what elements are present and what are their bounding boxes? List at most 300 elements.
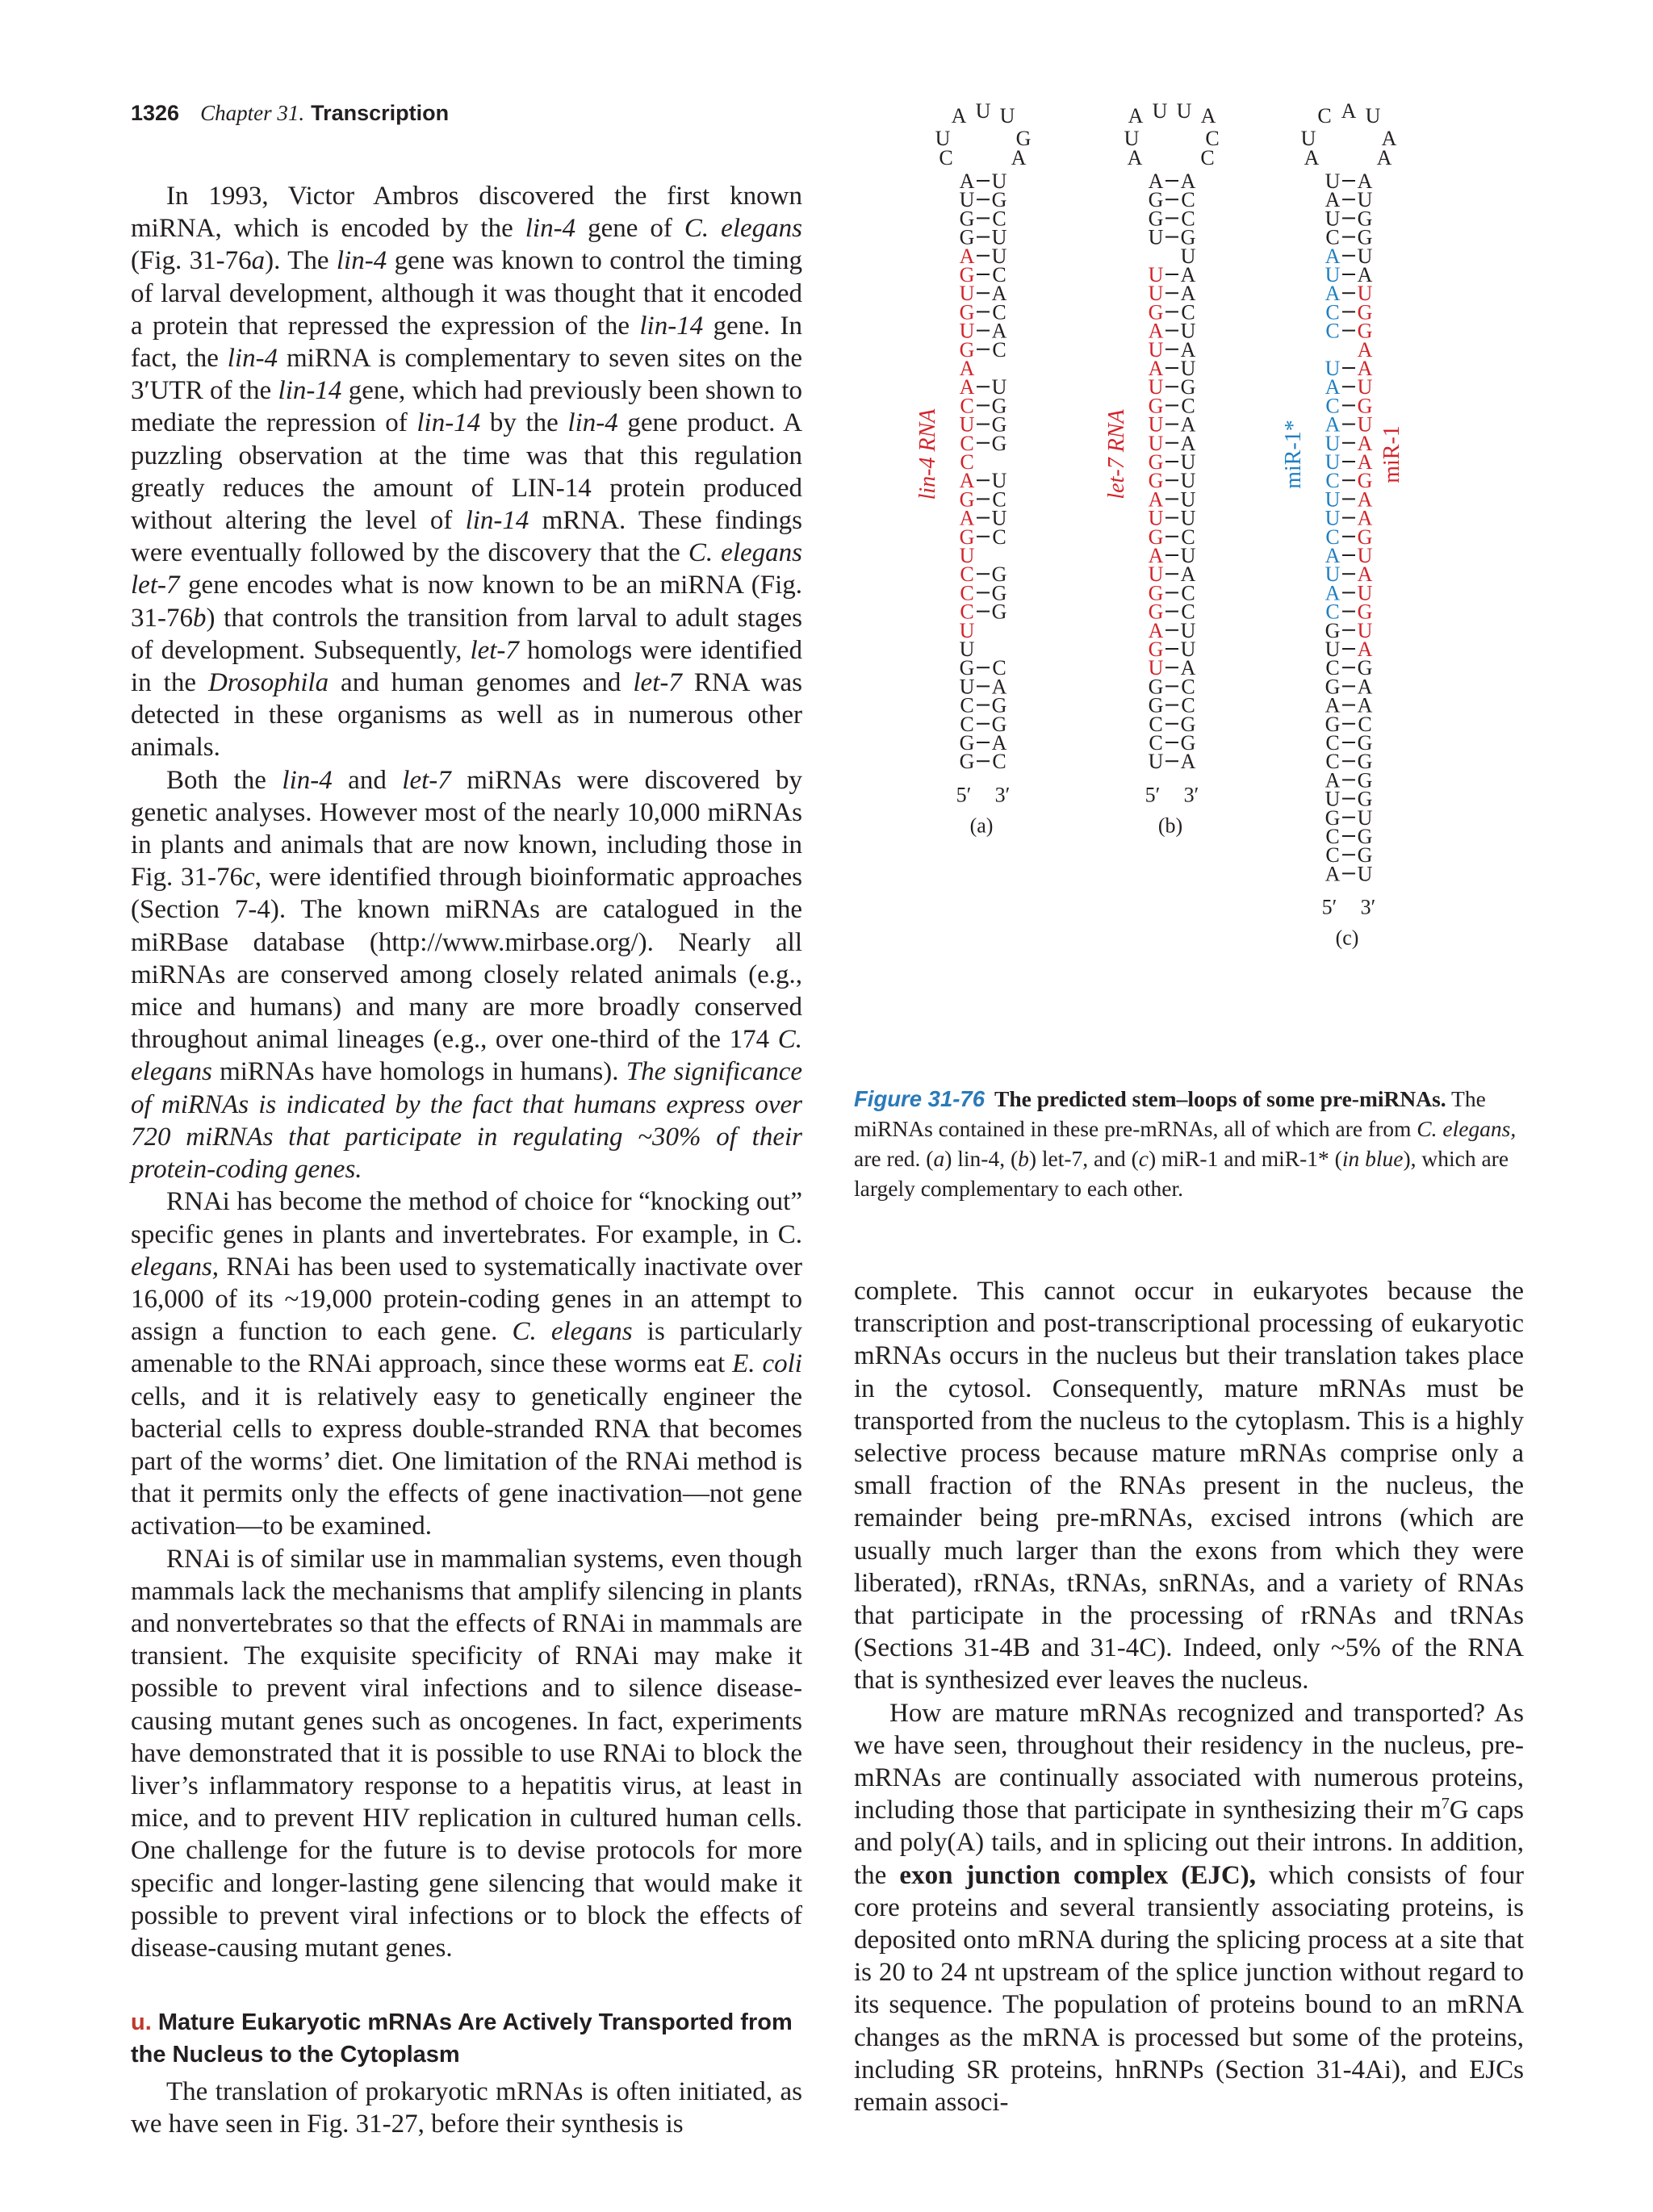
text-run: is particularly amenable to the RNAi approach, since these worms eat (131, 1317, 802, 1379)
loop-nucleotide: U (1124, 127, 1140, 150)
nucleotide-5prime-strand: C (960, 394, 974, 418)
nucleotide-3prime-strand: C (1181, 188, 1195, 212)
nucleotide-5prime-strand: A (1148, 357, 1164, 380)
nucleotide-5prime-strand: C (1325, 731, 1340, 755)
side-label-mirna: miR-1* (1281, 420, 1306, 489)
loop-nucleotide: A (951, 104, 967, 128)
text-run: In 1993, Victor Ambros discovered the first known miRNA, which is encoded by the (131, 182, 802, 244)
nucleotide-5prime-strand: U (1148, 750, 1164, 774)
nucleotide-5prime-strand: U (1324, 506, 1341, 530)
text-run: let-7 (633, 668, 682, 698)
nucleotide-3prime-strand: A (1357, 638, 1373, 661)
nucleotide-3prime-strand: U (1180, 319, 1196, 343)
text-run: and human genomes and (329, 668, 634, 698)
text-run: by the (480, 408, 568, 438)
text-run: a (251, 246, 266, 276)
nucleotide-3prime-strand: U (991, 244, 1007, 268)
right-column (854, 1275, 1524, 2118)
nucleotide-5prime-strand: C (1325, 469, 1340, 493)
nucleotide-3prime-strand: C (1358, 712, 1372, 736)
nucleotide-3prime-strand: U (1180, 618, 1196, 642)
nucleotide-5prime-strand: U (1148, 431, 1164, 455)
text-run: miRNAs have homologs in humans). (211, 1057, 626, 1087)
nucleotide-3prime-strand: G (1180, 375, 1196, 399)
nucleotide-3prime-strand: C (992, 487, 1006, 512)
nucleotide-5prime-strand: U (959, 544, 975, 567)
text-run: are red. ( (854, 1146, 934, 1171)
loop-nucleotide: U (935, 127, 951, 150)
nucleotide-3prime-strand: G (1180, 731, 1196, 755)
paragraph (131, 764, 802, 1186)
nucleotide-5prime-strand: U (1324, 787, 1341, 811)
text-run: Both the (166, 765, 282, 795)
text-run: , were identified through bioinformatic approaches (Section 7-4). The known miRNAs are catalogued in the miRBase database (http://www.mirbase.org/). Nearly all miRNAs are conserved among closely related animals (e.g., mice and humans) and many are more broadly conserved throughout animal lineages (e.g., over one-third of the 174 (131, 863, 803, 1055)
nucleotide-3prime-strand: C (992, 656, 1006, 680)
text-run: (Fig. 31-76 (131, 246, 252, 276)
text-run: let-7 (470, 635, 519, 665)
text-run: C. elegans let-7 (131, 538, 802, 600)
nucleotide-5prime-strand: U (1148, 282, 1164, 306)
nucleotide-5prime-strand: G (1148, 525, 1164, 549)
nucleotide-5prime-strand: A (959, 469, 975, 493)
loop-nucleotide: C (1205, 127, 1220, 150)
nucleotide-3prime-strand: A (1180, 656, 1196, 680)
paragraph (131, 2076, 802, 2140)
text-run: ), which are largely complementary to each other. (854, 1146, 1509, 1201)
side-label-mirna: lin-4 RNA (915, 408, 940, 500)
text-run: G caps and poly(A) tails, and in splicing out their introns. In addition, the (854, 1796, 1524, 1890)
text-run: b (1018, 1146, 1029, 1171)
text-run: C. elegans, (1417, 1116, 1517, 1141)
nucleotide-3prime-strand: G (1357, 656, 1373, 680)
three-prime-end: 3′ (1360, 895, 1376, 919)
nucleotide-3prime-strand: A (991, 731, 1007, 755)
nucleotide-3prime-strand: A (1180, 263, 1196, 286)
nucleotide-5prime-strand: A (1148, 319, 1164, 343)
nucleotide-5prime-strand: A (959, 169, 975, 193)
nucleotide-3prime-strand: C (1181, 300, 1195, 324)
nucleotide-3prime-strand: C (992, 525, 1006, 549)
text-run: RNAi has been used to systematically inactivate over 16,000 of its ~19,000 protein-coding genes in an attempt to assign a function to each gene. (131, 1252, 802, 1347)
nucleotide-5prime-strand: G (1148, 300, 1164, 324)
nucleotide-5prime-strand: A (1324, 375, 1341, 399)
nucleotide-5prime-strand: G (1324, 805, 1341, 830)
figure-title: The predicted stem–loops of some pre-miRNAs. (994, 1086, 1446, 1111)
nucleotide-3prime-strand: A (1357, 693, 1373, 717)
nucleotide-3prime-strand: G (1357, 750, 1373, 774)
nucleotide-3prime-strand: U (1357, 805, 1373, 830)
nucleotide-3prime-strand: G (1357, 394, 1373, 418)
nucleotide-3prime-strand: G (1357, 207, 1373, 231)
paragraph (854, 1275, 1524, 1697)
side-label-mirna-right: miR-1 (1379, 425, 1404, 483)
nucleotide-5prime-strand: G (1148, 600, 1164, 624)
text-run: lin-14 (639, 311, 704, 341)
text-run: gene was known to control the timing of larval development, although it was thought that it encoded a protein that repressed the expression of the (131, 246, 803, 341)
text-run: mRNA. These findings were eventually followed by the discovery that the (131, 506, 802, 568)
paragraph (131, 180, 802, 764)
side-label-mirna: let-7 RNA (1104, 409, 1129, 500)
nucleotide-5prime-strand: A (1324, 544, 1341, 567)
figure-caption (854, 1084, 1528, 1203)
nucleotide-3prime-strand: G (1357, 469, 1373, 493)
nucleotide-5prime-strand: A (1148, 618, 1164, 642)
nucleotide-3prime-strand: A (1357, 487, 1373, 512)
text-run: a (933, 1146, 945, 1171)
section-marker: u. (131, 2009, 152, 2036)
nucleotide-3prime-strand: U (1180, 506, 1196, 530)
text-run: The significance of miRNAs is indicated by the fact that humans express over 720 miRNAs that participate in regulating ~30% of their protein-coding genes. (131, 1057, 802, 1185)
nucleotide-5prime-strand: A (1148, 544, 1164, 567)
nucleotide-3prime-strand: U (1357, 544, 1373, 567)
loop-nucleotide: A (1381, 127, 1397, 150)
nucleotide-3prime-strand: A (1357, 357, 1373, 380)
nucleotide-5prime-strand: C (1325, 843, 1340, 868)
section-heading (131, 2006, 802, 2071)
text-run: lin-4 (525, 214, 576, 244)
three-prime-end: 3′ (1183, 783, 1199, 807)
nucleotide-3prime-strand: U (991, 506, 1007, 530)
nucleotide-3prime-strand: G (991, 412, 1007, 437)
text-run: RNAi has become the method of choice for “knocking out” specific genes in plants and invertebrates. For example, in C. (131, 1187, 802, 1249)
nucleotide-3prime-strand: G (1357, 225, 1373, 249)
nucleotide-3prime-strand: A (1357, 431, 1373, 455)
nucleotide-5prime-strand: G (1148, 469, 1164, 493)
nucleotide-5prime-strand: G (1148, 675, 1164, 699)
nucleotide-3prime-strand: C (992, 750, 1006, 774)
text-run: RNA was detected in these organisms as well as in numerous other animals. (131, 668, 802, 763)
chapter-title: Transcription (311, 101, 450, 125)
nucleotide-5prime-strand: U (1324, 263, 1341, 286)
loop-nucleotide: A (1128, 104, 1144, 128)
nucleotide-5prime-strand: U (959, 412, 975, 437)
text-run: c (1138, 1146, 1149, 1171)
nucleotide-3prime-strand: A (1357, 675, 1373, 699)
loop-nucleotide: C (1200, 146, 1215, 169)
nucleotide-3prime-strand: G (1357, 787, 1373, 811)
nucleotide-5prime-strand: U (1324, 207, 1341, 231)
loop-nucleotide: A (1341, 99, 1357, 123)
nucleotide-5prime-strand: U (1148, 562, 1164, 587)
nucleotide-5prime-strand: U (959, 675, 975, 699)
nucleotide-5prime-strand: G (1148, 450, 1164, 474)
nucleotide-3prime-strand: A (1357, 169, 1373, 193)
panel-label: (c) (1335, 926, 1359, 950)
text-run: C. elegans (512, 1317, 633, 1347)
nucleotide-5prime-strand: U (1324, 357, 1341, 380)
nucleotide-5prime-strand: A (1324, 282, 1341, 306)
nucleotide-5prime-strand: G (1148, 638, 1164, 661)
nucleotide-5prime-strand: C (960, 581, 974, 605)
nucleotide-5prime-strand: C (1325, 300, 1340, 324)
chapter-label: Chapter 31. (200, 101, 305, 125)
nucleotide-3prime-strand: A (1357, 450, 1373, 474)
nucleotide-3prime-strand: C (992, 207, 1006, 231)
text-run: lin-14 (278, 376, 342, 406)
left-column (131, 180, 802, 2141)
text-run: lin-4 (282, 765, 333, 795)
loop-nucleotide: A (1011, 146, 1027, 169)
text-run: lin-4 (227, 344, 278, 374)
nucleotide-5prime-strand: C (1325, 656, 1340, 680)
nucleotide-5prime-strand: A (1324, 693, 1341, 717)
nucleotide-3prime-strand: A (991, 675, 1007, 699)
nucleotide-5prime-strand: A (959, 375, 975, 399)
text-run: complete. This cannot occur in eukaryotes because the transcription and post-transcriptional processing of eukaryotic mRNAs occurs in the nucleus but their translation takes place in the cytosol. Consequently, mature mRNAs must be transported from the nucleus to the cytoplasm. This is a highly selective process because mature mRNAs comprise only a small fraction of the RNAs present in the nucleus, the remainder being pre-mRNAs, excised introns (which are usually much larger than the exons from which they were liberated), rRNAs, tRNAs, snRNAs, and a variety of RNAs that participate in the processing of rRNAs and tRNAs (Sections 31-4B and 31-4C). Indeed, only ~5% of the RNA that is synthesized ever leaves the nucleus. (854, 1277, 1524, 1696)
text-run: C. elegans (684, 214, 802, 244)
text-run: let-7 (402, 765, 451, 795)
loop-nucleotide: U (1365, 104, 1381, 128)
nucleotide-5prime-strand: G (1148, 207, 1164, 231)
text-run: gene, which had previously been shown to mediate the repression of (131, 376, 802, 438)
text-run: which consists of four core proteins and several transiently associating proteins, is deposited onto mRNA during the splicing process at a site that is 20 to 24 nt upstream of the splice junction without regard to its sequence. The population of proteins bound to an mRNA changes as the mRNA is processed but some of the proteins, including SR proteins, hnRNPs (Section 31-4Ai), and EJCs remain associ- (854, 1860, 1524, 2118)
nucleotide-5prime-strand: U (959, 188, 975, 212)
text-run: ). The (265, 246, 337, 276)
nucleotide-5prime-strand: C (960, 693, 974, 717)
nucleotide-5prime-strand: C (1325, 825, 1340, 848)
nucleotide-3prime-strand: C (1181, 693, 1195, 717)
nucleotide-3prime-strand: U (1357, 618, 1373, 642)
nucleotide-5prime-strand: U (1148, 656, 1164, 680)
nucleotide-5prime-strand: C (960, 562, 974, 587)
nucleotide-3prime-strand: G (991, 712, 1007, 736)
nucleotide-5prime-strand: C (1325, 750, 1340, 774)
nucleotide-3prime-strand: G (991, 431, 1007, 455)
text-run: miRNAs were discovered by genetic analyses. However most of the nearly 10,000 miRNAs in plants and animals that are now known, including those in Fig. 31-76 (131, 765, 802, 893)
loop-nucleotide: U (1300, 127, 1316, 150)
nucleotide-3prime-strand: U (1357, 188, 1373, 212)
nucleotide-3prime-strand: A (1357, 337, 1373, 362)
nucleotide-3prime-strand: G (1357, 300, 1373, 324)
nucleotide-3prime-strand: U (991, 225, 1007, 249)
loop-nucleotide: U (1176, 99, 1192, 123)
nucleotide-3prime-strand: C (1181, 525, 1195, 549)
nucleotide-3prime-strand: A (1180, 169, 1196, 193)
five-prime-end: 5′ (1321, 895, 1337, 919)
nucleotide-5prime-strand: A (959, 506, 975, 530)
nucleotide-3prime-strand: C (1181, 600, 1195, 624)
text-run: ) let-7, and ( (1028, 1146, 1139, 1171)
loop-nucleotide: C (939, 146, 953, 169)
nucleotide-3prime-strand: U (991, 169, 1007, 193)
nucleotide-3prime-strand: G (991, 562, 1007, 587)
nucleotide-5prime-strand: G (1148, 394, 1164, 418)
running-header (131, 101, 449, 126)
figure-label: Figure 31-76 (854, 1086, 986, 1111)
nucleotide-5prime-strand: C (1325, 319, 1340, 343)
nucleotide-5prime-strand: C (1325, 225, 1340, 249)
text-run: lin-4 (567, 408, 618, 438)
panel-label: (a) (969, 813, 994, 838)
nucleotide-3prime-strand: U (1180, 450, 1196, 474)
nucleotide-5prime-strand: G (1324, 675, 1341, 699)
paragraph (854, 1697, 1524, 2119)
nucleotide-3prime-strand: U (991, 469, 1007, 493)
section-title: Mature Eukaryotic mRNAs Are Actively Transported from the Nucleus to the Cytoplasm (131, 2009, 793, 2068)
nucleotide-5prime-strand: A (959, 244, 975, 268)
nucleotide-5prime-strand: G (959, 337, 975, 362)
nucleotide-3prime-strand: G (991, 600, 1007, 624)
text-run: Drosophila (207, 668, 329, 698)
nucleotide-5prime-strand: C (960, 600, 974, 624)
text-run: gene. In fact, the (131, 311, 802, 374)
nucleotide-3prime-strand: A (991, 282, 1007, 306)
nucleotide-3prime-strand: G (1357, 768, 1373, 792)
nucleotide-5prime-strand: C (1325, 600, 1340, 624)
loop-nucleotide: U (1152, 99, 1168, 123)
text-run: lin-14 (416, 408, 481, 438)
nucleotide-3prime-strand: U (1357, 375, 1373, 399)
nucleotide-5prime-strand: G (959, 750, 975, 774)
text-run: cells, and it is relatively easy to genetically engineer the bacterial cells to express double-stranded RNA that becomes part of the worms’ diet. One limitation of the RNAi method is that it permits only the effects of gene inactivation—not gene activation—to be examined. (131, 1382, 802, 1541)
nucleotide-5prime-strand: A (1324, 188, 1341, 212)
figure-31-76 (854, 97, 1532, 1065)
nucleotide-5prime-strand: U (1148, 225, 1164, 249)
panel-label: (b) (1157, 813, 1183, 838)
text-run: c (243, 863, 255, 893)
nucleotide-3prime-strand: U (1357, 244, 1373, 268)
text-run: C. elegans (131, 1025, 802, 1087)
nucleotide-5prime-strand: C (1149, 712, 1163, 736)
nucleotide-5prime-strand: G (959, 731, 975, 755)
nucleotide-3prime-strand: C (1181, 394, 1195, 418)
nucleotide-3prime-strand: C (1181, 207, 1195, 231)
nucleotide-5prime-strand: U (959, 282, 975, 306)
nucleotide-3prime-strand: G (991, 188, 1007, 212)
nucleotide-3prime-strand: A (1357, 263, 1373, 286)
page-number: 1326 (131, 101, 180, 125)
nucleotide-5prime-strand: U (1324, 562, 1341, 587)
text-run: and (332, 765, 403, 795)
loop-nucleotide: C (1317, 104, 1332, 128)
nucleotide-5prime-strand: G (959, 656, 975, 680)
nucleotide-3prime-strand: U (1180, 544, 1196, 567)
nucleotide-5prime-strand: U (1148, 412, 1164, 437)
loop-nucleotide: A (1200, 104, 1216, 128)
nucleotide-3prime-strand: G (1357, 731, 1373, 755)
text-run: in blue (1341, 1146, 1404, 1171)
nucleotide-5prime-strand: G (959, 487, 975, 512)
nucleotide-5prime-strand: U (959, 319, 975, 343)
nucleotide-3prime-strand: U (1357, 862, 1373, 886)
nucleotide-5prime-strand: A (959, 357, 975, 380)
nucleotide-3prime-strand: C (1181, 675, 1195, 699)
nucleotide-5prime-strand: C (1325, 525, 1340, 549)
nucleotide-3prime-strand: A (1180, 282, 1196, 306)
nucleotide-3prime-strand: A (1180, 750, 1196, 774)
nucleotide-5prime-strand: G (1148, 581, 1164, 605)
nucleotide-5prime-strand: G (959, 207, 975, 231)
nucleotide-5prime-strand: G (1324, 618, 1341, 642)
text-run: gene encodes what is now known to be an miRNA (Fig. 31-76 (131, 571, 802, 633)
nucleotide-5prime-strand: U (959, 638, 975, 661)
nucleotide-5prime-strand: C (960, 450, 974, 474)
nucleotide-3prime-strand: A (1180, 562, 1196, 587)
loop-nucleotide: A (1304, 146, 1320, 169)
nucleotide-5prime-strand: U (1148, 263, 1164, 286)
nucleotide-3prime-strand: G (991, 693, 1007, 717)
nucleotide-3prime-strand: G (1357, 525, 1373, 549)
nucleotide-3prime-strand: U (1180, 487, 1196, 512)
text-run: E. coli (732, 1349, 802, 1379)
nucleotide-3prime-strand: C (992, 337, 1006, 362)
nucleotide-5prime-strand: U (1324, 638, 1341, 661)
nucleotide-5prime-strand: G (959, 300, 975, 324)
three-prime-end: 3′ (994, 783, 1011, 807)
nucleotide-3prime-strand: C (992, 300, 1006, 324)
five-prime-end: 5′ (1145, 783, 1161, 807)
nucleotide-3prime-strand: A (1180, 412, 1196, 437)
loop-nucleotide: U (999, 104, 1015, 128)
text-run: lin-14 (465, 506, 529, 536)
nucleotide-3prime-strand: G (1180, 712, 1196, 736)
nucleotide-5prime-strand: U (1324, 450, 1341, 474)
nucleotide-3prime-strand: A (991, 319, 1007, 343)
nucleotide-3prime-strand: U (1180, 638, 1196, 661)
nucleotide-3prime-strand: A (1357, 506, 1373, 530)
nucleotide-5prime-strand: G (1324, 712, 1341, 736)
text-run: homologs were identified in the (131, 635, 802, 698)
nucleotide-3prime-strand: G (1357, 319, 1373, 343)
loop-nucleotide: U (975, 99, 991, 123)
nucleotide-5prime-strand: A (1324, 862, 1341, 886)
nucleotide-3prime-strand: G (991, 581, 1007, 605)
paragraph (131, 1185, 802, 1542)
nucleotide-5prime-strand: U (1148, 375, 1164, 399)
nucleotide-5prime-strand: U (1324, 169, 1341, 193)
text-run: exon junction complex (EJC), (899, 1860, 1256, 1890)
text-run: ) that controls the transition from larval to adult stages of development. Subsequently, (131, 603, 802, 665)
text-run: The miRNAs contained in these pre-mRNAs, all of which are from (854, 1086, 1486, 1141)
text-run: ) miR-1 and miR-1* ( (1149, 1146, 1342, 1171)
nucleotide-3prime-strand: U (991, 375, 1007, 399)
nucleotide-5prime-strand: U (1324, 431, 1341, 455)
nucleotide-5prime-strand: U (1148, 337, 1164, 362)
stem-loop-diagrams (854, 97, 1532, 1065)
nucleotide-5prime-strand: C (1325, 394, 1340, 418)
nucleotide-5prime-strand: G (959, 525, 975, 549)
loop-nucleotide: G (1015, 127, 1032, 150)
loop-nucleotide: A (1376, 146, 1392, 169)
nucleotide-3prime-strand: U (1180, 357, 1196, 380)
nucleotide-3prime-strand: C (1181, 581, 1195, 605)
nucleotide-5prime-strand: G (959, 225, 975, 249)
nucleotide-3prime-strand: G (1357, 600, 1373, 624)
text-run: The translation of prokaryotic mRNAs is often initiated, as we have seen in Fig. 31-27, before their synthesis is (131, 2077, 802, 2139)
loop-nucleotide: A (1127, 146, 1143, 169)
nucleotide-3prime-strand: G (1357, 825, 1373, 848)
nucleotide-5prime-strand: A (1324, 412, 1341, 437)
nucleotide-3prime-strand: A (1180, 431, 1196, 455)
nucleotide-3prime-strand: A (1357, 562, 1373, 587)
nucleotide-3prime-strand: C (992, 263, 1006, 286)
nucleotide-3prime-strand: U (1357, 581, 1373, 605)
nucleotide-5prime-strand: A (1324, 768, 1341, 792)
text-run: b (193, 603, 207, 633)
text-run: 7 (1441, 1795, 1450, 1813)
nucleotide-5prime-strand: A (1148, 169, 1164, 193)
nucleotide-5prime-strand: C (960, 431, 974, 455)
nucleotide-5prime-strand: C (960, 712, 974, 736)
text-run: ) lin-4, ( (944, 1146, 1019, 1171)
nucleotide-5prime-strand: A (1148, 487, 1164, 512)
nucleotide-5prime-strand: G (959, 263, 975, 286)
nucleotide-5prime-strand: G (1148, 188, 1164, 212)
nucleotide-5prime-strand: C (1149, 731, 1163, 755)
paragraph (131, 1543, 802, 1965)
text-run: lin-4 (336, 246, 387, 276)
text-run: miRNA is complementary to seven sites on the 3′UTR of the (131, 344, 802, 406)
